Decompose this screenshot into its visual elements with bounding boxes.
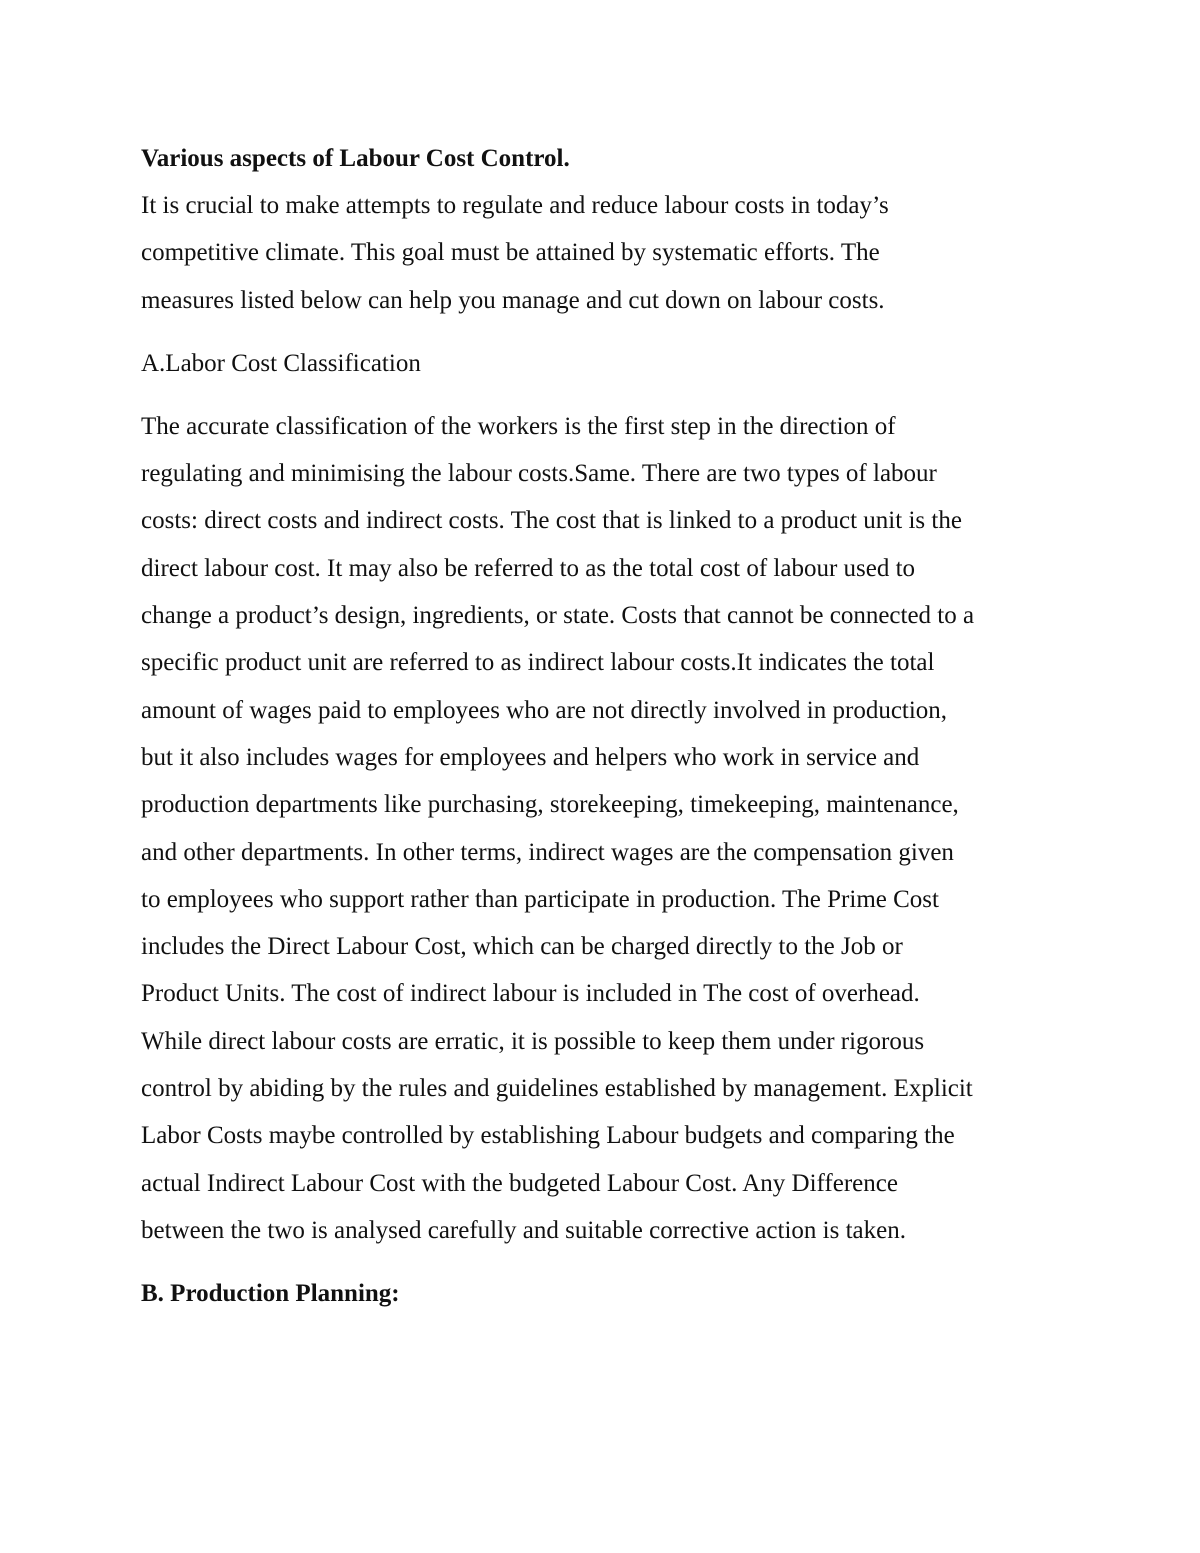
section-a-paragraph [141, 403, 1081, 1254]
section-a-line: to employees who support rather than participate in production. The Prime Cost [141, 885, 939, 913]
section-a-line: The accurate classification of the workers is the first step in the direction of [141, 412, 896, 440]
document-title: Various aspects of Labour Cost Control. [141, 145, 570, 172]
section-a-line: regulating and minimising the labour costs.Same. There are two types of labour [141, 460, 937, 488]
section-a-line: costs: direct costs and indirect costs. The cost that is linked to a product unit is the [141, 507, 962, 535]
section-a-line: While direct labour costs are erratic, it is possible to keep them under rigorous [141, 1027, 925, 1055]
section-a-line: Labor Costs maybe controlled by establishing Labour budgets and comparing the [141, 1122, 955, 1150]
intro-line: competitive climate. This goal must be attained by systematic efforts. The [141, 239, 880, 267]
intro-line: It is crucial to make attempts to regulate and reduce labour costs in today’s [141, 192, 889, 219]
section-a-line: includes the Direct Labour Cost, which can be charged directly to the Job or [141, 933, 903, 961]
section-a-line: change a product’s design, ingredients, or state. Costs that cannot be connected to a [141, 602, 975, 630]
section-a-line: and other departments. In other terms, indirect wages are the compensation given [141, 838, 954, 866]
section-a-line: specific product unit are referred to as indirect labour costs.It indicates the total [141, 649, 935, 677]
section-a-line: but it also includes wages for employees and helpers who work in service and [141, 743, 920, 771]
section-a-heading: A.Labor Cost Classification [141, 349, 421, 377]
intro-paragraph [141, 182, 1081, 324]
section-a-line: amount of wages paid to employees who are not directly involved in production, [141, 696, 948, 724]
section-a-line: control by abiding by the rules and guidelines established by management. Explicit [141, 1075, 973, 1103]
section-a-line: Product Units. The cost of indirect labour is included in The cost of overhead. [141, 980, 920, 1008]
section-a-line: production departments like purchasing, storekeeping, timekeeping, maintenance, [141, 791, 959, 819]
section-a-line: actual Indirect Labour Cost with the budgeted Labour Cost. Any Difference [141, 1169, 898, 1197]
document-body [141, 135, 1081, 1317]
section-a-line: direct labour cost. It may also be referred to as the total cost of labour used to [141, 554, 916, 582]
section-b-heading: B. Production Planning: [141, 1280, 400, 1308]
intro-line: measures listed below can help you manage and cut down on labour costs. [141, 286, 885, 314]
section-a-line: between the two is analysed carefully and suitable corrective action is taken. [141, 1216, 906, 1244]
